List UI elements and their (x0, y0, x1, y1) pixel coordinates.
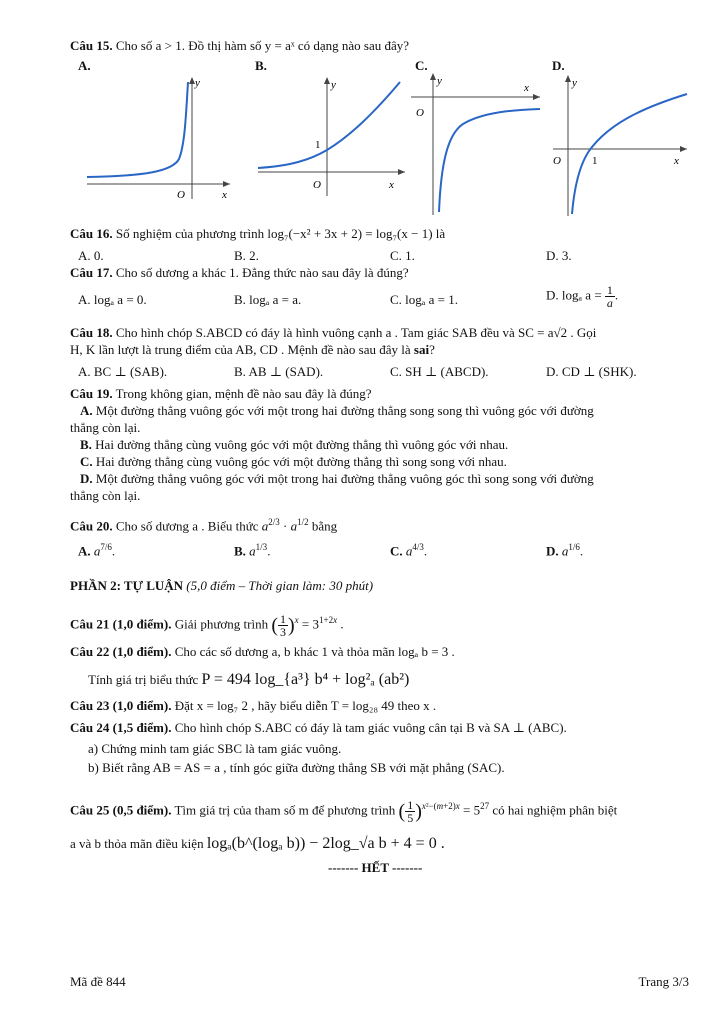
q19-b-text: Hai đường thẳng cùng vuông góc với một đường thẳng thì vuông góc với nhau. (95, 437, 509, 452)
part2-title: PHẦN 2: TỰ LUẬN (70, 578, 184, 593)
q21-label: Câu 21 (1,0 điểm). (70, 616, 172, 632)
graph-d-one-label: 1 (592, 155, 598, 167)
q16-opt-a: A. 0. (78, 248, 104, 263)
q15-stem (70, 38, 409, 54)
graph-b (255, 74, 410, 199)
q24-stem (70, 720, 567, 736)
q19-a-text-1: Một đường thẳng vuông góc với một trong hai đường thẳng song song thì vuông góc với đường (95, 403, 594, 418)
q20-opt-b-letter: B. (234, 543, 246, 559)
q17-opt-c: C. logₐ a = 1. (390, 292, 458, 307)
q19-opt-d (70, 471, 594, 487)
q22-text: Cho các số dương a, b khác 1 và thỏa mãn logₐ b = 3 . (174, 644, 455, 659)
graph-d-origin-label: O (553, 155, 561, 167)
q18-label: Câu 18. (70, 325, 113, 340)
graph-c (408, 72, 543, 217)
q15-opt-a: A. (78, 58, 91, 73)
q18-text-2a: H, K lần lượt là trung điểm của AB, CD . Mệnh đề nào sau đây là (70, 342, 414, 357)
q19-a-text-2: thẳng còn lại. (70, 420, 141, 435)
q19-letter-d: D. (80, 471, 93, 486)
q17-opt-b: B. logₐ a = a. (234, 292, 302, 307)
q17-text: Cho số dương a khác 1. Đẳng thức nào sau đây là đúng? (115, 265, 409, 280)
q17-label: Câu 17. (70, 265, 113, 280)
q19-d-text-2: thẳng còn lại. (70, 488, 141, 503)
q18-text-2b: sai (413, 342, 430, 357)
q25-line2 (70, 836, 445, 852)
q20-text: Cho số dương a . Biểu thức (115, 518, 259, 534)
q23 (70, 698, 436, 714)
q24-part-a: a) Chứng minh tam giác SBC là tam giác vuông. (88, 741, 342, 756)
q20-tail: bằng (311, 518, 338, 534)
graph-a (82, 74, 232, 204)
q22-expr: P = 494 log_{a³} b⁴ + log²ₐ (ab²) (201, 671, 410, 688)
q19-label: Câu 19. (70, 386, 113, 401)
q15-text: Cho số a > 1. Đồ thị hàm số y = aˣ có dạng nào sau đây? (115, 38, 410, 53)
q19-opt-b (70, 437, 508, 453)
graph-b-origin-label: O (313, 179, 321, 191)
q24-label: Câu 24 (1,5 điểm). (70, 720, 172, 735)
q20-opt-d: D. $a^{1/6}$. (546, 542, 584, 559)
q15-opt-d: D. (552, 58, 565, 73)
q19-stem (70, 386, 372, 402)
q21-text: Giải phương trình (174, 616, 269, 632)
q22-line2 (88, 672, 409, 688)
q25-line2-text: a và b thỏa mãn điều kiện (70, 836, 204, 851)
q18-opt-a: A. BC ⊥ (SAB). (78, 364, 168, 379)
q16-text: Số nghiệm của phương trình log₇(−x² + 3x + 2) = log₇(x − 1) là (115, 226, 446, 241)
q25-label: Câu 25 (0,5 điểm). (70, 802, 172, 818)
q20-stem: Câu 20. Cho số dương a . Biểu thức $a^{2/3} \cdot a^{1/2}$ bằng (70, 517, 338, 534)
q15-opt-b: B. (255, 58, 267, 73)
q20-opt-c: C. $a^{4/3}$. (390, 542, 428, 559)
q22-label: Câu 22 (1,0 điểm). (70, 644, 172, 659)
graph-a-x-label: x (222, 189, 227, 201)
q20-opt-a: A. $a^{7/6}$. (78, 542, 116, 559)
graph-c-x-label: x (524, 82, 529, 94)
q16-opt-d: D. 3. (546, 248, 572, 263)
graph-b-y-label: y (331, 79, 336, 91)
q18-text-2c: ? (429, 342, 435, 357)
q25-stem: Câu 25 (0,5 điểm). Tìm giá trị của tham số m để phương trình ( $\frac{1}{5}$ )$^{x^2-(m+2)x} = 5^{27}$ có hai nghiệm phân biệt (70, 797, 618, 825)
q23-label: Câu 23 (1,0 điểm). (70, 698, 172, 713)
q19-letter-a: A. (80, 403, 93, 418)
q23-text: Đặt x = log₇ 2 , hãy biểu diễn T = log₂₈ 49 theo x . (174, 698, 437, 713)
q16-label: Câu 16. (70, 226, 113, 241)
q20-opt-b: B. $a^{1/3}$. (234, 542, 271, 559)
graph-c-y-label: y (437, 75, 442, 87)
graph-b-one-label: 1 (315, 139, 321, 151)
graph-a-y-label: y (195, 77, 200, 89)
footer-exam-code: Mã đề 844 (70, 974, 126, 989)
q25-tail: có hai nghiệm phân biệt (492, 802, 618, 818)
q19-opt-a (70, 403, 594, 419)
graph-b-x-label: x (389, 179, 394, 191)
q19-letter-c: C. (80, 454, 93, 469)
q24-text: Cho hình chóp S.ABC có đáy là tam giác vuông cân tại B và SA ⊥ (ABC). (174, 720, 567, 735)
q17-opt-d: D. logₐ a = $\frac{1}{a}$ . (546, 283, 619, 310)
q19-c-text: Hai đường thẳng cùng vuông góc với một đường thẳng thì song song với nhau. (95, 454, 507, 469)
q19-letter-b: B. (80, 437, 92, 452)
q17-opt-a: A. logₐ a = 0. (78, 292, 147, 307)
q19-d-text-1: Một đường thẳng vuông góc với một trong hai đường thẳng vuông góc thì song song với đường (95, 471, 594, 486)
q18-opt-c: C. SH ⊥ (ABCD). (390, 364, 489, 379)
q15-label: Câu 15. (70, 38, 113, 53)
q20-opt-d-letter: D. (546, 543, 559, 559)
q19-text: Trong không gian, mệnh đề nào sau đây là đúng? (115, 386, 372, 401)
q20-label: Câu 20. (70, 518, 113, 534)
q18-opt-b: B. AB ⊥ (SAD). (234, 364, 324, 379)
q15-opt-c: C. (415, 58, 428, 73)
end-marker: ------- HẾT ------- (328, 860, 423, 875)
graph-d-y-label: y (572, 77, 577, 89)
q24-part-b: b) Biết rằng AB = AS = a , tính góc giữa đường thẳng SB với mặt phẳng (SAC). (88, 760, 505, 775)
q25-text: Tìm giá trị của tham số m để phương trình (174, 802, 396, 818)
footer-page-number: Trang 3/3 (638, 974, 689, 989)
q18-opt-d: D. CD ⊥ (SHK). (546, 364, 637, 379)
q18-stem-2 (70, 342, 435, 358)
q22-stem (70, 644, 455, 660)
q16-stem (70, 226, 445, 242)
graph-d (550, 74, 690, 219)
q18-text-1: Cho hình chóp S.ABCD có đáy là hình vuông cạnh a . Tam giác SAB đều và SC = a√2 . Gọi (115, 325, 597, 340)
q17-stem (70, 265, 409, 281)
q16-opt-c: C. 1. (390, 248, 415, 263)
part2-subtitle: (5,0 điểm – Thời gian làm: 30 phút) (186, 578, 374, 593)
graph-c-origin-label: O (416, 107, 424, 119)
q17-opt-d-text: D. logₐ a = (546, 287, 605, 303)
q18-stem-1 (70, 325, 596, 341)
graph-a-origin-label: O (177, 189, 185, 201)
q20-opt-a-letter: A. (78, 543, 91, 559)
q20-opt-c-letter: C. (390, 543, 403, 559)
q19-opt-c (70, 454, 507, 470)
graph-d-x-label: x (674, 155, 679, 167)
q21: Câu 21 (1,0 điểm). Giải phương trình ( $\frac{1}{3}$ )$^x = 3^{1+2x}$ . (70, 611, 344, 639)
q25-expr2: logₐ(b^(logₐ b)) − 2log_√a b + 4 = 0 . (206, 835, 445, 852)
q22-text-2: Tính giá trị biểu thức (88, 672, 199, 687)
q17-opt-d-frac: $\frac{1}{a}$ (606, 283, 613, 310)
q16-opt-b: B. 2. (234, 248, 259, 263)
part2-heading (70, 578, 373, 594)
